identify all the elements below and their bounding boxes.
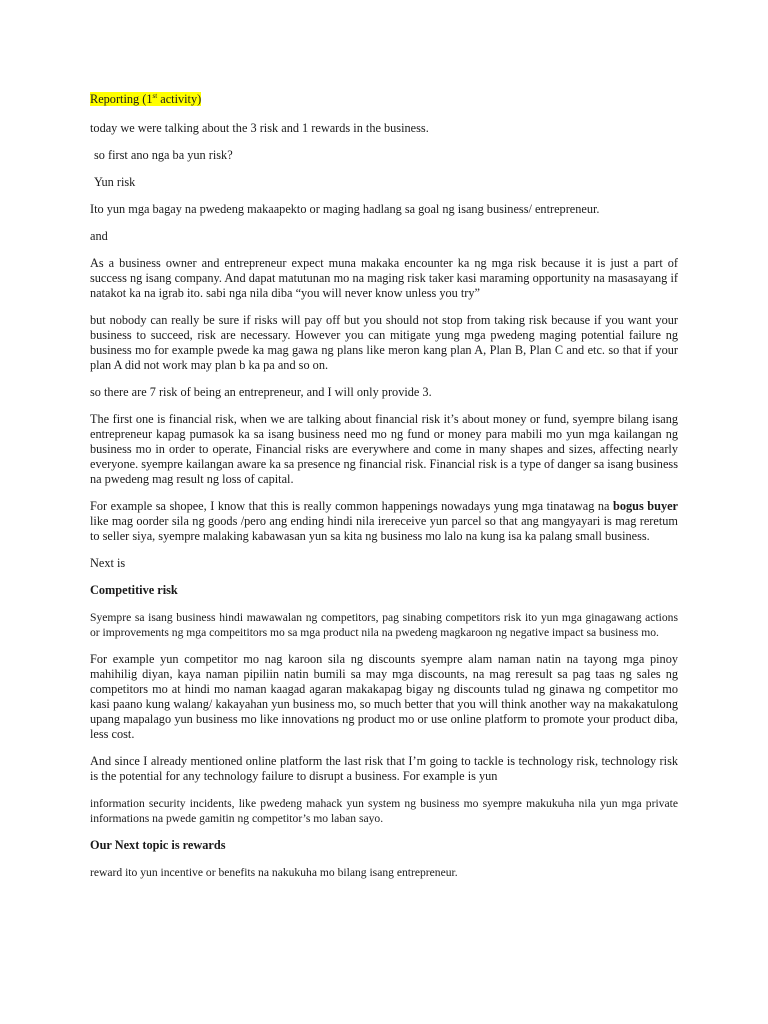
paragraph-next-is: Next is: [90, 556, 126, 570]
paragraph-yun-risk: Yun risk: [94, 175, 136, 189]
paragraph-and: and: [90, 229, 108, 243]
competitive-risk-bold: Competitive risk: [90, 583, 178, 597]
shopee-text-b: like mag oorder sila ng goods /pero ang ending hindi nila irereceive yun parcel so that ang mangyayari is mag reretum to seller siya, syempre malaking kabawasan yun sa kita ng business mo lalo na kung isa ka palang small business.: [90, 514, 678, 543]
paragraph-competitors: Syempre sa isang business hindi mawawalan ng competitors, pag sinabing competitors risk ito yun mga ginagawang actions or improvements ng mga compeititors mo sa mga product nila na pwedeng magkaroon ng negative impact sa business mo.: [90, 611, 678, 639]
paragraph-reward-definition: reward ito yun incentive or benefits na nakukuha mo bilang isang entrepreneur.: [90, 866, 458, 879]
heading-rewards: [90, 838, 678, 853]
bogus-buyer-bold: bogus buyer: [613, 499, 679, 513]
paragraph-discounts-example: For example yun competitor mo nag karoon sila ng discounts syempre alam naman natin na tayong mga pinoy mahihilig diyan, kaya naman pipiliin natin bumili sa may mga discounts, na mag reresult sa pag taas ng sales ng competitors mo at hindi mo naman kaagad agaran makakapag bigay ng discounts tulad ng ginawa ng competitor mo kasi paano kung walang/ kakayahan yun business mo, so much better that you will think another way na makakatulong upang mapalago yun business mo like innovations ng product mo or use online platform to promote your product diba, less cost.: [90, 652, 678, 741]
heading-suffix: activity): [157, 92, 202, 106]
paragraph-intro: today we were talking about the 3 risk and 1 rewards in the business.: [90, 121, 429, 135]
heading-competitive-risk: [90, 583, 678, 598]
paragraph-seven-risks: so there are 7 risk of being an entrepreneur, and I will only provide 3.: [90, 385, 432, 399]
document-heading: [90, 92, 678, 107]
paragraph-question: so first ano nga ba yun risk?: [94, 148, 233, 162]
shopee-text-a: For example sa shopee, I know that this is really common happenings nowadays yung mga tinatawag na: [90, 499, 613, 513]
paragraph-security-incidents: information security incidents, like pwedeng mahack yun system ng business mo syempre makukuha nila yun mga private informations na pwede gamitin ng competitor’s mo laban sayo.: [90, 797, 678, 825]
paragraph-mitigate: but nobody can really be sure if risks will pay off but you should not stop from taking risk because if you want your business to succeed, risk are necessary. However you can mitigate yung mga pwedeng maging potential failure ng business mo for example pwede ka mag gawa ng plans like meron kang plan A, Plan B, Plan C and etc. so that if your plan A did not work may plan b ka pa and so on.: [90, 313, 678, 372]
paragraph-risk-definition: Ito yun mga bagay na pwedeng makaapekto or maging hadlang sa goal ng isang business/ entrepreneur.: [90, 202, 600, 216]
paragraph-shopee-example: [90, 499, 678, 544]
heading-superscript: st: [152, 92, 158, 100]
paragraph-financial-risk: The first one is financial risk, when we are talking about financial risk it’s about money or fund, syempre bilang isang entrepreneur kapag pumasok ka sa isang business need mo ng fund or money para mabili mo yun mga kailangan ng business mo in order to operate, Financial risks are everywhere and come in many shapes and sizes, affecting nearly everyone. syempre kailangan aware ka sa presence ng financial risk. Financial risk is a type of danger sa isang business na pwedeng mag result ng loss of capital.: [90, 412, 678, 486]
paragraph-technology-risk: And since I already mentioned online platform the last risk that I’m going to tackle is technology risk, technology risk is the potential for any technology failure to disrupt a business. For example is yun: [90, 754, 678, 783]
paragraph-business-owner: As a business owner and entrepreneur expect muna makaka encounter ka ng mga risk because it is just a part of success ng isang company. And dapat matutunan mo na maging risk taker kasi maraming opportunity na masasayang if natakot ka na igrab ito. sabi nga nila diba “you will never know unless you try”: [90, 256, 678, 300]
heading-prefix: Reporting (1: [90, 92, 153, 106]
highlighted-heading: [90, 92, 201, 106]
rewards-bold: Our Next topic is rewards: [90, 838, 226, 852]
